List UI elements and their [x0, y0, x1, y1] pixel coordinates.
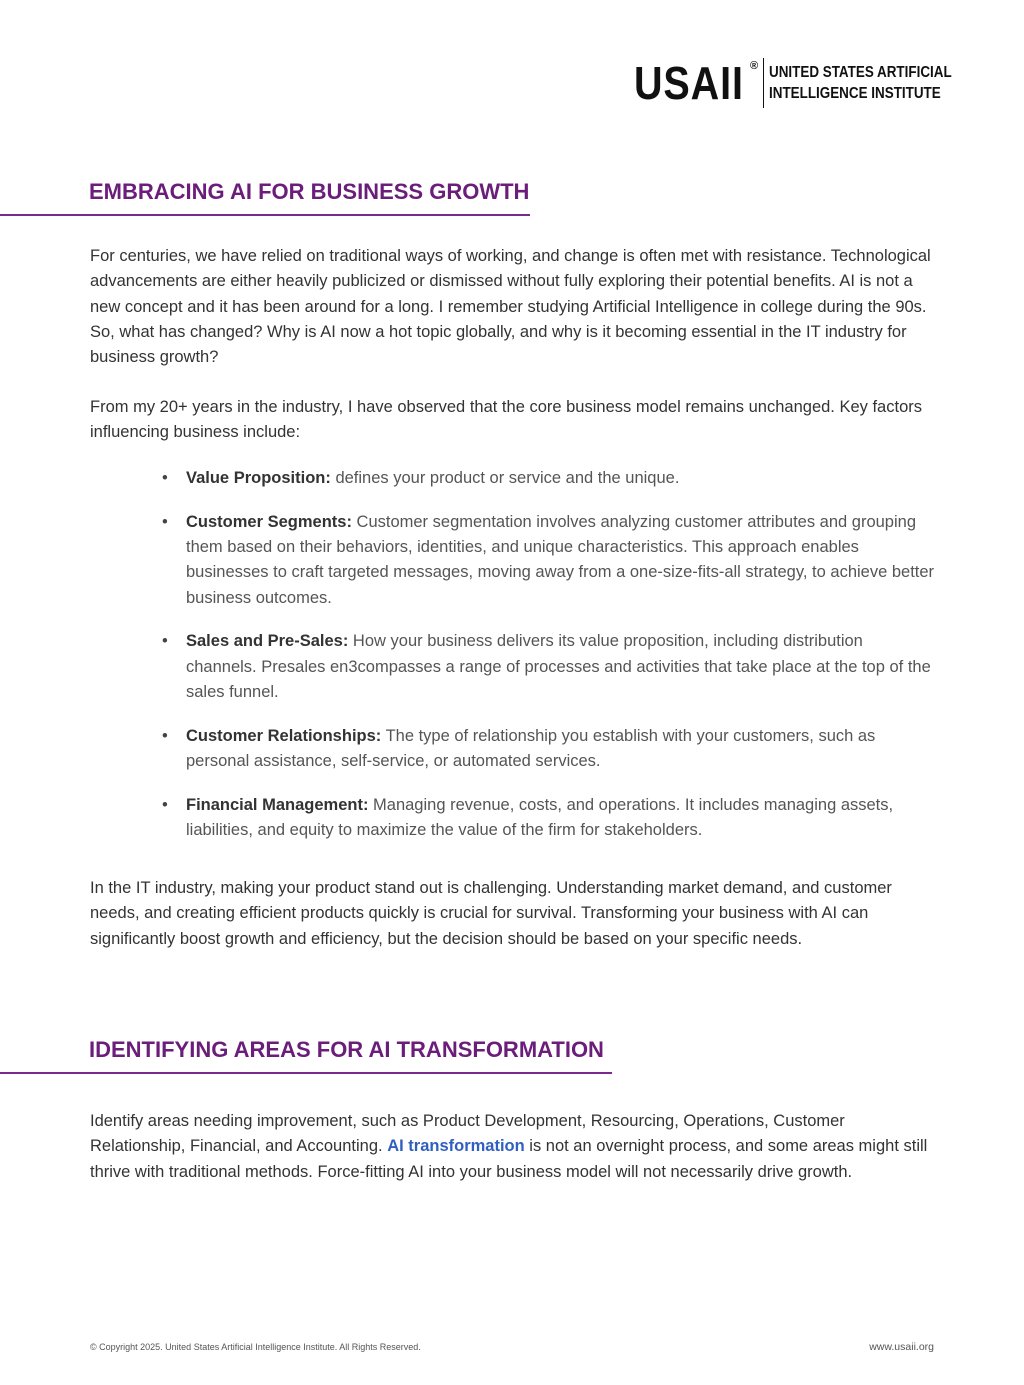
list-item-text: defines your product or service and the unique.: [330, 469, 680, 487]
section-heading-identifying-areas: IDENTIFYING AREAS FOR AI TRANSFORMATION: [0, 1036, 612, 1074]
identify-areas-paragraph: [90, 1109, 935, 1185]
logo-mark: USAII: [634, 57, 744, 109]
list-item-text: Managing revenue, costs, and operations. It includes managing assets, liabilities, and equity to maximize the value of the firm for stakeholders.: [186, 795, 894, 840]
paragraph-text-before-link: Identify areas needing improvement, such as Product Development, Resourcing, Operations, Customer Relationship, Financial, and Accounting.: [90, 1112, 845, 1156]
footer-copyright: © Copyright 2025. United States Artificial Intelligence Institute. All Rights Reserved.: [90, 1342, 421, 1352]
list-item: [162, 510, 937, 611]
logo-text-line2: INTELLIGENCE INSTITUTE: [769, 85, 941, 102]
key-factors-list: [162, 466, 937, 862]
it-industry-paragraph: In the IT industry, making your product stand out is challenging. Understanding market demand, and customer needs, and creating efficient products quickly is crucial for survival. Transforming your business with AI can significantly boost growth and efficiency, but the decision should be based on your specific needs.: [90, 879, 892, 948]
bullet-icon: •: [162, 632, 168, 651]
list-item: [162, 466, 937, 491]
bullet-icon: •: [162, 726, 168, 745]
list-item: [162, 629, 937, 705]
usaii-logo: [634, 58, 987, 108]
intro-paragraph: For centuries, we have relied on traditional ways of working, and change is often met with resistance. Technological advancements are either heavily publicized or dismissed without fully exploring their potential benefits. AI is not a new concept and it has been around for a long. I remember studying Artificial Intelligence in college during the 90s. So, what has changed? Why is AI now a hot topic globally, and why is it becoming essential in the IT industry for business growth?: [90, 247, 931, 367]
list-item-term: Financial Management:: [186, 795, 369, 814]
list-item-text: How your business delivers its value proposition, including distribution channels. Presales en3compasses a range of processes and activities that take place at the top of the sales funnel.: [186, 632, 931, 702]
list-item-text: The type of relationship you establish with your customers, such as personal assistance, self-service, or automated services.: [186, 726, 876, 771]
bullet-icon: •: [162, 512, 168, 531]
logo-text: [769, 58, 952, 104]
logo-text-line1: UNITED STATES ARTIFICIAL: [769, 64, 952, 81]
bullet-icon: •: [162, 469, 168, 487]
ai-transformation-link[interactable]: AI transformation: [387, 1137, 525, 1156]
list-item: [162, 724, 937, 775]
list-item: [162, 793, 937, 844]
list-item-term: Sales and Pre-Sales:: [186, 632, 349, 651]
list-item-text: Customer segmentation involves analyzing customer attributes and grouping them based on their behaviors, identities, and unique characteristics. This approach enables businesses to craft targeted messages, moving away from a one-size-fits-all strategy, to achieve better business outcomes.: [186, 512, 935, 607]
list-item-term: Customer Segments:: [186, 512, 352, 531]
footer-website-link[interactable]: www.usaii.org: [869, 1341, 934, 1353]
list-item-term: Customer Relationships:: [186, 726, 382, 745]
list-item-term: Value Proposition:: [186, 469, 331, 487]
bullet-icon: •: [162, 795, 168, 814]
logo-divider: [763, 58, 764, 108]
section-heading-embracing-ai: EMBRACING AI FOR BUSINESS GROWTH: [0, 178, 530, 216]
paragraph-text-after-link: is not an overnight process, and some areas might still thrive with traditional methods. Force-fitting AI into your business model will not necessarily drive growth.: [90, 1137, 928, 1181]
key-factors-paragraph: From my 20+ years in the industry, I have observed that the core business model remains unchanged. Key factors influencing business include:: [90, 398, 922, 442]
registered-mark: ®: [750, 60, 759, 72]
